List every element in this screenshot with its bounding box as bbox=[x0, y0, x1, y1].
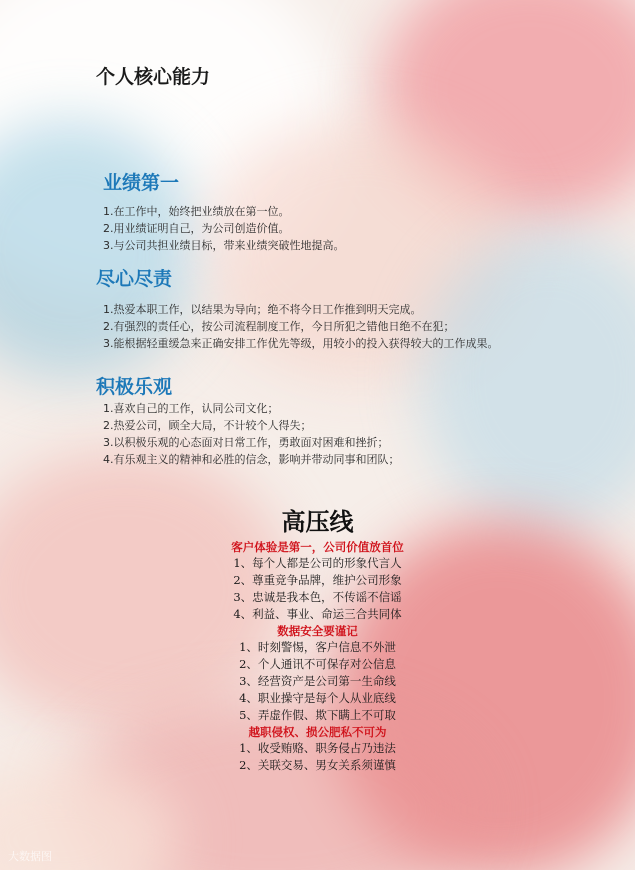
list-item: 2.热爱公司，顾全大局，不计较个人得失； bbox=[103, 419, 312, 432]
responsibility-list bbox=[103, 301, 543, 352]
list-item: 2.用业绩证明自己，为公司创造价值。 bbox=[103, 222, 290, 235]
rule-item: 4、利益、事业、命运三合共同体 bbox=[233, 607, 402, 621]
list-item: 2.有强烈的责任心，按公司流程制度工作，今日所犯之错他日绝不在犯； bbox=[103, 320, 455, 333]
section-heading-performance: 业绩第一 bbox=[103, 172, 180, 194]
high-voltage-section bbox=[0, 502, 635, 774]
rule-list bbox=[0, 555, 635, 623]
list-item: 4.有乐观主义的精神和必胜的信念，影响并带动同事和团队； bbox=[103, 453, 400, 466]
list-item: 3.能根据轻重缓急来正确安排工作优先等级，用较小的投入获得较大的工作成果。 bbox=[103, 337, 499, 350]
rule-item: 3、经营资产是公司第一生命线 bbox=[239, 674, 396, 688]
watermark: 大数据图 bbox=[8, 850, 52, 863]
high-voltage-title: 高压线 bbox=[281, 507, 354, 536]
rule-list bbox=[0, 639, 635, 724]
rule-list bbox=[0, 740, 635, 774]
rule-group-heading: 数据安全要谨记 bbox=[277, 624, 358, 638]
rule-item: 2、尊重竞争品牌，维护公司形象 bbox=[233, 573, 402, 587]
list-item: 3.以积极乐观的心态面对日常工作，勇敢面对困难和挫折； bbox=[103, 436, 389, 449]
rule-group-heading: 客户体验是第一，公司价值放首位 bbox=[231, 540, 404, 554]
list-item: 3.与公司共担业绩目标，带来业绩突破性地提高。 bbox=[103, 239, 345, 252]
page-title: 个人核心能力 bbox=[96, 66, 211, 88]
rule-item: 1、每个人都是公司的形象代言人 bbox=[233, 556, 402, 570]
list-item: 1.喜欢自己的工作，认同公司文化； bbox=[103, 402, 279, 415]
rule-item: 1、收受贿赂、职务侵占乃违法 bbox=[239, 741, 396, 755]
section-heading-optimism: 积极乐观 bbox=[96, 376, 173, 398]
rule-item: 1、时刻警惕，客户信息不外泄 bbox=[239, 640, 396, 654]
list-item: 1.在工作中，始终把业绩放在第一位。 bbox=[103, 205, 290, 218]
section-heading-responsibility: 尽心尽责 bbox=[96, 268, 173, 290]
performance-list bbox=[103, 203, 543, 254]
rule-item: 5、弄虚作假、欺下瞒上不可取 bbox=[239, 708, 396, 722]
rule-item: 2、关联交易、男女关系须谨慎 bbox=[239, 758, 396, 772]
rule-item: 2、个人通讯不可保存对公信息 bbox=[239, 657, 396, 671]
optimism-list bbox=[103, 400, 543, 468]
rule-item: 3、忠诚是我本色，不传谣不信谣 bbox=[233, 590, 402, 604]
rule-group-heading: 越职侵权、损公肥私不可为 bbox=[248, 725, 387, 739]
rule-item: 4、职业操守是每个人从业底线 bbox=[239, 691, 396, 705]
list-item: 1.热爱本职工作，以结果为导向；绝不将今日工作推到明天完成。 bbox=[103, 303, 422, 316]
